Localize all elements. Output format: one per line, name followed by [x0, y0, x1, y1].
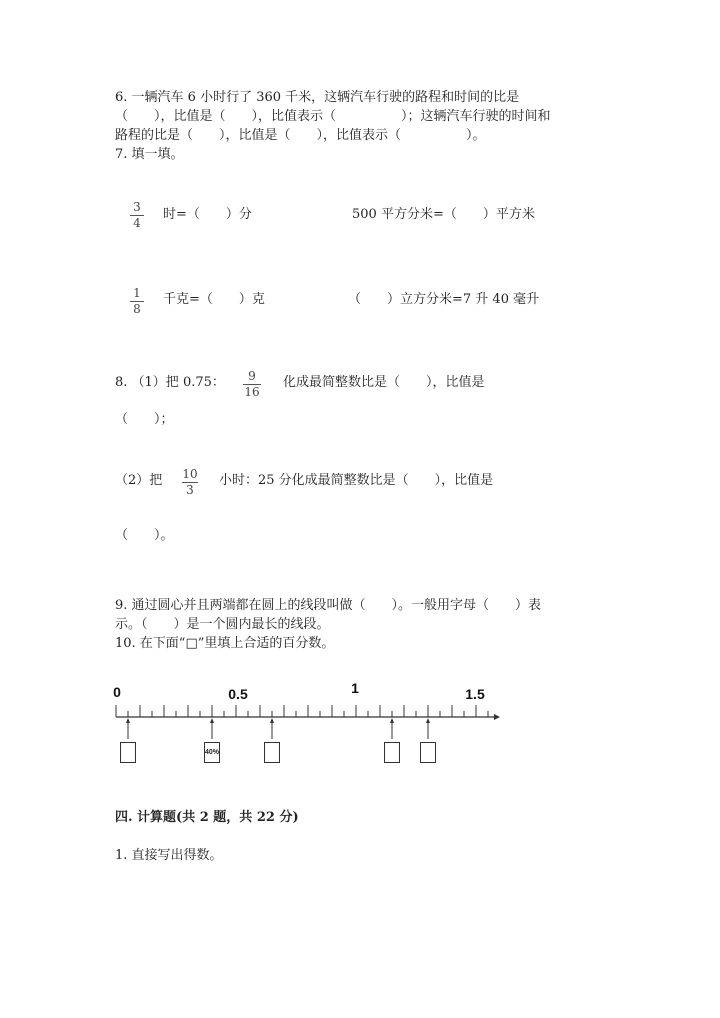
q8-p2-line2: （ ）。 [115, 528, 174, 543]
number-line-label: 0.5 [228, 686, 248, 702]
pointer-arrowhead-icon [270, 718, 274, 723]
answer-box[interactable] [420, 742, 436, 763]
q8-p1-pre: 8. （1）把 0.75： [115, 375, 225, 390]
q7-fraction-c: 1 8 [130, 286, 144, 317]
axis-arrow-icon [494, 714, 500, 720]
q8-fraction-2: 10 3 [182, 467, 198, 497]
pointer-arrowhead-icon [126, 718, 130, 723]
q7-d-text: （ ）立方分米=7 升 40 毫升 [348, 292, 540, 307]
answer-box[interactable] [120, 742, 136, 763]
q7-b-text: 500 平方分米=（ ）平方米 [352, 207, 535, 222]
q8-fraction-1: 9 16 [244, 369, 260, 399]
answer-box[interactable]: 40% [204, 742, 220, 763]
answer-box[interactable] [264, 742, 280, 763]
q6-line2: （ ），比值是（ ），比值表示（ ）；这辆汽车行驶的时间和 [115, 109, 551, 124]
q10-title: 10. 在下面“□”里填上合适的百分数。 [115, 636, 335, 651]
number-line-label: 0 [113, 684, 121, 700]
q9-line2: 示。（ ）是一个圆内最长的线段。 [115, 617, 330, 632]
section-title: 四. 计算题(共 2 题，共 22 分) [115, 810, 299, 825]
number-line-label: 1.5 [465, 686, 485, 702]
q8-p1-post: 化成最简整数比是（ ），比值是 [283, 375, 485, 390]
q9-line1: 9. 通过圆心并且两端都在圆上的线段叫做（ ）。一般用字母（ ）表 [115, 598, 542, 613]
q8-p1-line2: （ ）； [115, 412, 174, 427]
answer-box[interactable] [384, 742, 400, 763]
pointer-arrowhead-icon [210, 718, 214, 723]
q7-fraction-a: 3 4 [130, 200, 144, 231]
pointer-arrowhead-icon [390, 718, 394, 723]
q6-line3: 路程的比是（ ），比值是（ ），比值表示（ ）。 [115, 128, 486, 143]
q7-c-text: 千克=（ ）克 [163, 292, 265, 307]
q7-a-text: 时=（ ）分 [163, 207, 252, 222]
q7-title: 7. 填一填。 [115, 147, 184, 162]
section4-q1: 1. 直接写出得数。 [115, 848, 223, 863]
number-line-label: 1 [351, 680, 359, 696]
pointer-arrowhead-icon [426, 718, 430, 723]
q8-p2-post: 小时：25 分化成最简整数比是（ ），比值是 [219, 473, 494, 488]
q6-line1: 6. 一辆汽车 6 小时行了 360 千米，这辆汽车行驶的路程和时间的比是 [115, 90, 520, 105]
q8-p2-pre: （2）把 [115, 473, 163, 488]
